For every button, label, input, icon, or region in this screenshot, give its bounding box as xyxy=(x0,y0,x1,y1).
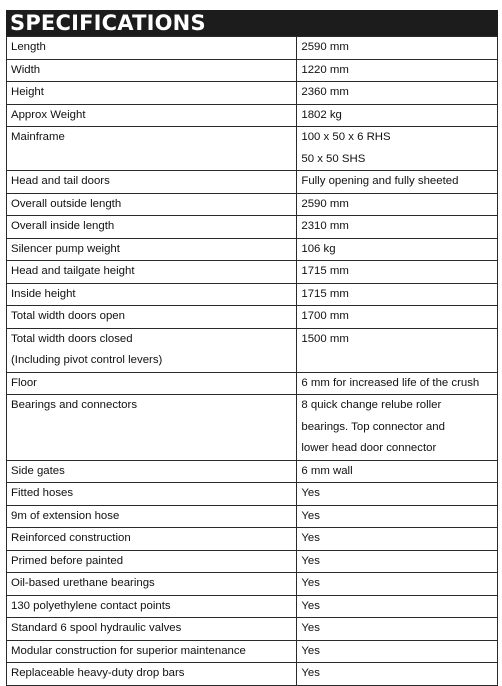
spec-value-cell xyxy=(297,37,498,60)
specifications-panel xyxy=(6,10,498,686)
spec-value: 1715 mm xyxy=(301,287,349,300)
spec-label: Total width doors closed xyxy=(11,332,133,345)
spec-value: Yes xyxy=(301,509,320,522)
spec-value: Fully opening and fully sheeted xyxy=(301,175,459,187)
spec-value: bearings. Top connector and xyxy=(301,420,445,433)
spec-value-cell xyxy=(297,283,498,306)
spec-label: Overall inside length xyxy=(11,220,115,232)
spec-label-cell xyxy=(7,193,297,216)
spec-row xyxy=(7,595,498,618)
spec-row xyxy=(7,618,498,641)
spec-label: Modular construction for superior maintenance xyxy=(11,644,246,657)
spec-label: Replaceable heavy-duty drop bars xyxy=(11,667,185,679)
spec-row xyxy=(7,59,498,82)
spec-row xyxy=(7,663,498,686)
spec-value: Yes xyxy=(301,532,320,544)
spec-label: Head and tail doors xyxy=(11,175,110,187)
spec-value-cell xyxy=(297,171,498,194)
spec-label: Side gates xyxy=(11,464,65,477)
spec-value-cell xyxy=(297,505,498,528)
spec-label: Mainframe xyxy=(11,131,65,143)
spec-label: 9m of extension hose xyxy=(11,509,120,522)
spec-value: 50 x 50 SHS xyxy=(301,152,366,165)
spec-label-cell xyxy=(7,573,297,596)
spec-value: 100 x 50 x 6 RHS xyxy=(301,131,391,143)
spec-value-cell xyxy=(297,483,498,506)
spec-row xyxy=(7,261,498,284)
spec-label-cell xyxy=(7,460,297,483)
spec-label: Oil-based urethane bearings xyxy=(11,577,155,589)
spec-row xyxy=(7,193,498,216)
spec-label: Standard 6 spool hydraulic valves xyxy=(11,622,182,634)
spec-row xyxy=(7,306,498,329)
spec-label-cell xyxy=(7,59,297,82)
spec-value: 1802 kg xyxy=(301,108,342,121)
spec-label: Height xyxy=(11,86,44,98)
spec-value: 2360 mm xyxy=(301,86,349,98)
spec-label-cell xyxy=(7,104,297,127)
spec-row xyxy=(7,216,498,239)
spec-row xyxy=(7,483,498,506)
spec-label: Overall outside length xyxy=(11,197,122,210)
spec-row xyxy=(7,238,498,261)
spec-label-cell xyxy=(7,528,297,551)
spec-value-cell xyxy=(297,595,498,618)
spec-value: 106 kg xyxy=(301,242,336,255)
spec-value-cell xyxy=(297,261,498,284)
spec-row xyxy=(7,640,498,663)
spec-label-cell xyxy=(7,306,297,329)
spec-row xyxy=(7,372,498,395)
spec-value: Yes xyxy=(301,487,320,499)
spec-row xyxy=(7,104,498,127)
spec-value-cell xyxy=(297,306,498,329)
spec-value-cell xyxy=(297,460,498,483)
spec-label-cell xyxy=(7,663,297,686)
spec-value-cell xyxy=(297,528,498,551)
spec-label-cell xyxy=(7,171,297,194)
spec-value-cell xyxy=(297,193,498,216)
spec-row xyxy=(7,395,498,461)
spec-label: Reinforced construction xyxy=(11,532,131,544)
spec-value-cell xyxy=(297,640,498,663)
spec-label: 130 polyethylene contact points xyxy=(11,599,171,612)
spec-value-cell xyxy=(297,550,498,573)
spec-label-cell xyxy=(7,372,297,395)
spec-value-cell xyxy=(297,238,498,261)
spec-label-cell xyxy=(7,483,297,506)
spec-label: Floor xyxy=(11,376,37,389)
spec-value-cell xyxy=(297,663,498,686)
spec-row xyxy=(7,550,498,573)
spec-value: Yes xyxy=(301,644,320,657)
spec-value: 2590 mm xyxy=(301,197,349,210)
spec-value: 1715 mm xyxy=(301,265,349,277)
spec-label: Length xyxy=(11,41,46,53)
spec-value: Yes xyxy=(301,599,320,612)
spec-row xyxy=(7,37,498,60)
spec-label-cell xyxy=(7,127,297,171)
spec-label-cell xyxy=(7,395,297,461)
spec-value: 2590 mm xyxy=(301,41,349,53)
spec-value: 1700 mm xyxy=(301,310,349,322)
spec-label: (Including pivot control levers) xyxy=(11,354,163,366)
spec-value-cell xyxy=(297,573,498,596)
spec-value-cell xyxy=(297,395,498,461)
spec-value: 6 mm for increased life of the crush xyxy=(301,376,480,389)
spec-value: Yes xyxy=(301,667,320,679)
spec-label: Head and tailgate height xyxy=(11,265,135,277)
spec-label-cell xyxy=(7,505,297,528)
spec-value-cell xyxy=(297,372,498,395)
spec-value-cell xyxy=(297,216,498,239)
specifications-table-body xyxy=(7,37,498,686)
spec-value: lower head door connector xyxy=(301,442,437,454)
spec-label-cell xyxy=(7,261,297,284)
spec-label-cell xyxy=(7,283,297,306)
spec-row xyxy=(7,573,498,596)
spec-row xyxy=(7,528,498,551)
spec-label-cell xyxy=(7,328,297,372)
spec-label: Bearings and connectors xyxy=(11,399,138,411)
spec-label-cell xyxy=(7,595,297,618)
spec-label-cell xyxy=(7,82,297,105)
spec-label: Approx Weight xyxy=(11,108,86,121)
spec-row xyxy=(7,82,498,105)
spec-value: 6 mm wall xyxy=(301,464,353,477)
spec-value: 8 quick change relube roller xyxy=(301,399,442,411)
spec-label: Primed before painted xyxy=(11,554,124,567)
spec-value-cell xyxy=(297,104,498,127)
specifications-table xyxy=(6,36,498,686)
spec-value-cell xyxy=(297,59,498,82)
spec-label: Silencer pump weight xyxy=(11,242,120,255)
spec-label-cell xyxy=(7,216,297,239)
spec-label: Inside height xyxy=(11,287,76,300)
spec-label: Width xyxy=(11,63,41,76)
spec-value: 1500 mm xyxy=(301,332,349,345)
specifications-title: SPECIFICATIONS xyxy=(6,10,498,36)
spec-row xyxy=(7,127,498,171)
spec-value-cell xyxy=(297,618,498,641)
spec-label-cell xyxy=(7,640,297,663)
spec-value: 2310 mm xyxy=(301,220,349,232)
spec-value: Yes xyxy=(301,622,320,634)
spec-value: Yes xyxy=(301,577,320,589)
spec-label: Fitted hoses xyxy=(11,487,74,499)
spec-row xyxy=(7,460,498,483)
spec-label-cell xyxy=(7,238,297,261)
spec-label-cell xyxy=(7,37,297,60)
spec-value-cell xyxy=(297,328,498,372)
spec-value-cell xyxy=(297,82,498,105)
spec-label: Total width doors open xyxy=(11,310,125,322)
spec-value: Yes xyxy=(301,554,320,567)
spec-label-cell xyxy=(7,550,297,573)
spec-row xyxy=(7,328,498,372)
spec-value: 1220 mm xyxy=(301,63,349,76)
spec-value-cell xyxy=(297,127,498,171)
spec-row xyxy=(7,171,498,194)
spec-label-cell xyxy=(7,618,297,641)
spec-row xyxy=(7,505,498,528)
spec-row xyxy=(7,283,498,306)
